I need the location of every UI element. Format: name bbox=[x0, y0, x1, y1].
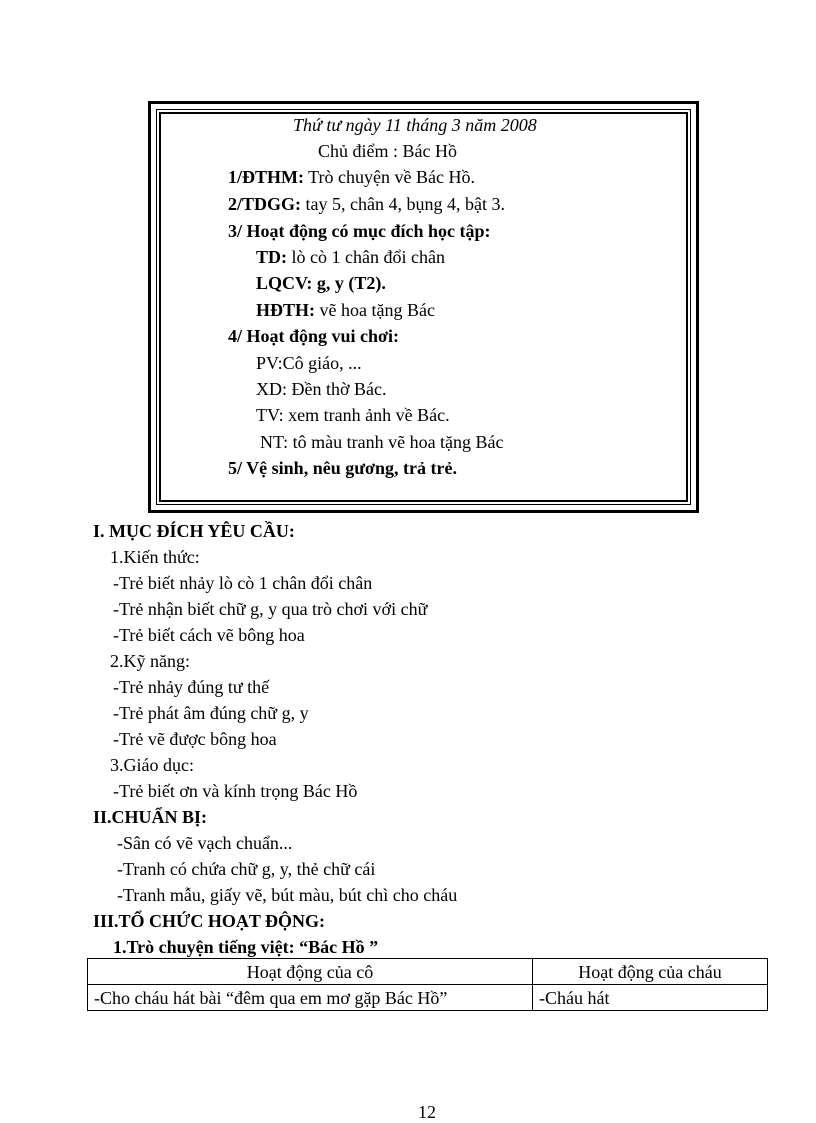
item-dthm-label: 1/ĐTHM: bbox=[228, 167, 304, 187]
theme-title: Chủ điểm : Bác Hồ bbox=[318, 141, 457, 161]
item-dthm-text: Trò chuyện về Bác Hồ. bbox=[304, 167, 475, 187]
page-number: 12 bbox=[418, 1102, 436, 1122]
education-subheading: 3.Giáo dục: bbox=[110, 755, 194, 775]
table-header-cell: Hoạt động của cháu bbox=[533, 959, 768, 985]
item-lqcv: LQCV: g, y (T2). bbox=[256, 273, 386, 293]
item-tdgg-label: 2/TDGG: bbox=[228, 194, 302, 214]
item-hdth bbox=[256, 299, 435, 321]
item-learning-activities: 3/ Hoạt động có mục đích học tập: bbox=[228, 221, 491, 241]
preparation-item: -Tranh có chứa chữ g, y, thẻ chữ cái bbox=[117, 859, 376, 879]
section1-heading: I. MỤC ĐÍCH YÊU CẦU: bbox=[93, 521, 295, 541]
education-item: -Trẻ biết ơn và kính trọng Bác Hồ bbox=[113, 781, 358, 801]
table-cell: -Cháu hát bbox=[533, 985, 768, 1011]
knowledge-item: -Trẻ nhận biết chữ g, y qua trò chơi với chữ bbox=[113, 599, 428, 619]
knowledge-subheading: 1.Kiến thức: bbox=[110, 547, 200, 567]
item-tv: TV: xem tranh ảnh về Bác. bbox=[256, 405, 450, 425]
preparation-item: -Sân có vẽ vạch chuẩn... bbox=[117, 833, 293, 853]
skills-item: -Trẻ phát âm đúng chữ g, y bbox=[113, 703, 309, 723]
item-dthm bbox=[228, 166, 475, 188]
table-header-row bbox=[88, 959, 768, 985]
skills-subheading: 2.Kỹ năng: bbox=[110, 651, 190, 671]
item-tdgg bbox=[228, 193, 505, 215]
item-nt: NT: tô màu tranh vẽ hoa tặng Bác bbox=[260, 432, 504, 452]
table-header-cell: Hoạt động của cô bbox=[88, 959, 533, 985]
lesson-date: Thứ tư ngày 11 tháng 3 năm 2008 bbox=[293, 115, 537, 135]
item-play-activities: 4/ Hoạt động vui chơi: bbox=[228, 326, 399, 346]
skills-item: -Trẻ nhảy đúng tư thế bbox=[113, 677, 270, 697]
knowledge-item: -Trẻ biết cách vẽ bông hoa bbox=[113, 625, 305, 645]
section3-heading: III.TỔ CHỨC HOẠT ĐỘNG: bbox=[93, 911, 326, 931]
item-hygiene: 5/ Vệ sinh, nêu gương, trả trẻ. bbox=[228, 458, 457, 478]
item-pv: PV:Cô giáo, ... bbox=[256, 353, 362, 373]
skills-item: -Trẻ vẽ được bông hoa bbox=[113, 729, 277, 749]
activity-table bbox=[87, 958, 768, 1011]
item-xd: XD: Đền thờ Bác. bbox=[256, 379, 387, 399]
table-cell: -Cho cháu hát bài “đêm qua em mơ gặp Bác Hồ” bbox=[88, 985, 533, 1011]
item-td-text: lò cò 1 chân đổi chân bbox=[287, 247, 445, 267]
section2-heading: II.CHUẨN BỊ: bbox=[93, 807, 208, 827]
item-hdth-label: HĐTH: bbox=[256, 300, 316, 320]
preparation-item: -Tranh mẫu, giấy vẽ, bút màu, bút chì cho cháu bbox=[117, 885, 458, 905]
item-td-label: TD: bbox=[256, 247, 287, 267]
knowledge-item: -Trẻ biết nhảy lò cò 1 chân đổi chân bbox=[113, 573, 373, 593]
item-hdth-text: vẽ hoa tặng Bác bbox=[315, 300, 435, 320]
table-row bbox=[88, 985, 768, 1011]
item-td bbox=[256, 246, 445, 268]
item-tdgg-text: tay 5, chân 4, bụng 4, bật 3. bbox=[301, 194, 505, 214]
activity1-title: 1.Trò chuyện tiếng việt: “Bác Hồ ” bbox=[113, 937, 379, 957]
